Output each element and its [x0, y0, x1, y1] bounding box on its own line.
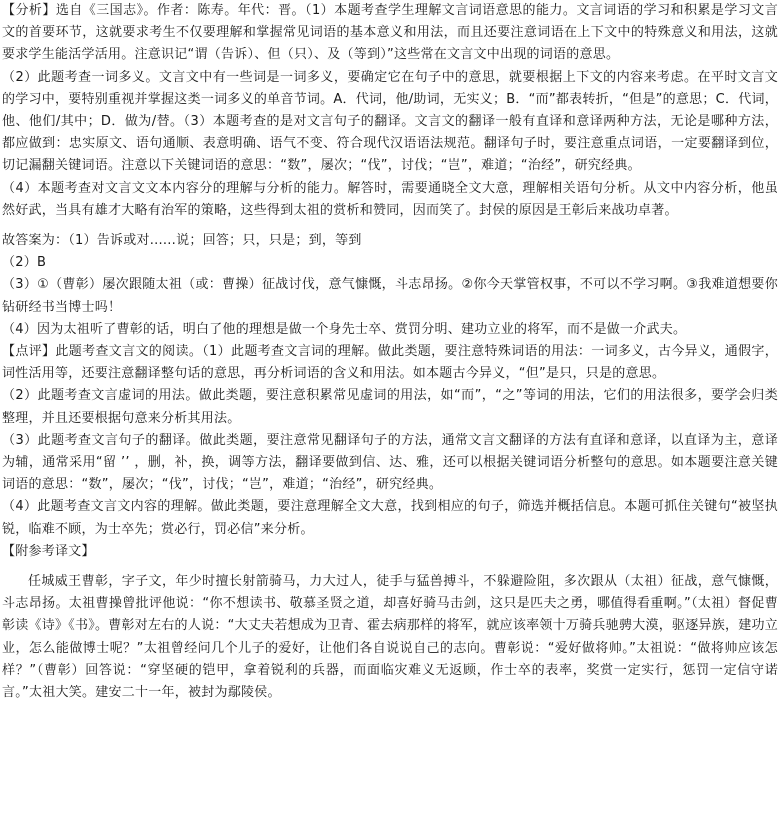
reference-translation-heading: 【附参考译文】 — [2, 543, 95, 559]
comment-paragraph-2: （2）此题考查文言虚词的用法。做此类题，要注意积累常见虚词的用法，如“而”，“之”等词的用法，它们的用法很多，要学会归类整理，并且还要根据句意来分析其用法。 — [2, 388, 778, 426]
answer-line-4: （4）因为太祖听了曹彰的话，明白了他的理想是做一个身先士卒、赏罚分明、建功立业的将军，而不是做一介武夫。 — [2, 321, 687, 337]
comment-paragraph-4: （4）此题考查文言文内容的理解。做此类题，要注意理解全文大意，找到相应的句子，筛选并概括信息。本题可抓住关键句“被坚执锐，临难不顾，为士卒先；赏必行，罚必信”来分析。 — [2, 499, 778, 537]
answer-line-2: （2）B — [2, 255, 47, 271]
comment-paragraph-1: 【点评】此题考查文言文的阅读。（1）此题考查文言词的理解。做此类题，要注意特殊词语的用法：一词多义，古今异义，通假字，词性活用等，还要注意翻译整句话的意思，再分析词语的含义和用法。如本题古今异义，“但”是只，只是的意思。 — [2, 344, 778, 382]
answer-line-3: （3）①（曹彰）屡次跟随太祖（或：曹操）征战讨伐，意气慷慨，斗志昂扬。②你今天掌管权事，不可以不学习啊。③我难道想要你钻研经书当博士吗！ — [2, 277, 778, 315]
analysis-paragraph-1: 【分析】选自《三国志》。作者：陈寿。年代：晋。（1）本题考查学生理解文言词语意思的能力。文言词语的学习和积累是学习文言文的首要环节，这就要求考生不仅要理解和掌握常见词语的基本意义和用法，而且还要注意词语在上下文中的特殊意义和用法，这就要求学生能活学活用。注意识记“谓（告诉）、但（只）、及（等到）”这些常在文言文中出现的词语的意思。 — [2, 3, 778, 63]
document-body — [2, 0, 778, 704]
section-gap — [2, 222, 778, 230]
section-gap — [2, 563, 778, 571]
comment-paragraph-3: （3）此题考查文言句子的翻译。做此类题，要注意常见翻译句子的方法，通常文言文翻译的方法有直译和意译，以直译为主，意译为辅，通常采用“留 ’’ ，删，补，换，调等方法，翻译要做到信、达、雅，还可以根据关键词语分析整句的意思。如本题要注意关键词语的意思：“数”，屡次；“伐”，讨伐；“岂”，难道；“治经”，研究经典。 — [2, 432, 778, 493]
analysis-paragraph-2: （2）此题考查一词多义。文言文中有一些词是一词多义，要确定它在句子中的意思，就要根据上下文的内容来考虑。在平时文言文的学习中，要特别重视并掌握这类一词多义的单音节词。A．代词，他/助词，无实义；B．“而”都表转折，“但是”的意思；C．代词，他、他们/其中；D．做为/替。（3）本题考查的是对文言句子的翻译。文言文的翻译一般有直译和意译两种方法，无论是哪种方法，都应做到：忠实原文、语句通顺、表意明确、语气不变、符合现代汉语语法规范。翻译句子时，要注意重点词语，一定要翻译到位，切记漏翻关键词语。注意以下关键词语的意思：“数”，屡次；“伐”，讨伐；“岂”，难道；“治经”，研究经典。 — [2, 69, 778, 174]
analysis-paragraph-3: （4）本题考查对文言文文本内容分的理解与分析的能力。解答时，需要通晓全文大意，理解相关语句分析。从文中内容分析，他虽然好武，当具有雄才大略有治军的策略，这些得到太祖的赏析和赞同，因而笑了。封侯的原因是王彰后来战功卓著。 — [2, 180, 778, 218]
reference-translation-body: 任城威王曹彰，字子文，年少时擅长射箭骑马，力大过人，徒手与猛兽搏斗，不躲避险阻，多次跟从（太祖）征战，意气慷慨，斗志昂扬。太祖曹操曾批评他说：“你不想读书、敬慕圣贤之道，却喜好骑马击剑，这只是匹夫之勇，哪值得看重啊。”（太祖）督促曹彰读《诗》《书》。曹彰对左右的人说：“大丈夫若想成为卫青、霍去病那样的将军，就应该率领十万骑兵驰骋大漠，驱逐异族，建功立业，怎么能做博士呢？”太祖曾经问几个儿子的爱好，让他们各自说说自己的志向。曹彰说：“爱好做将帅。”太祖说：“做将帅应该怎样？”（曹彰）回答说：“穿坚硬的铠甲，拿着锐利的兵器，而面临灾难义无返顾，作士卒的表率，奖赏一定实行，惩罚一定信守诺言。”太祖大笑。建安二十一年，被封为鄢陵侯。 — [2, 574, 778, 701]
answer-line-1: 故答案为：（1）告诉或对......说；回答；只，只是；到，等到 — [2, 233, 362, 249]
